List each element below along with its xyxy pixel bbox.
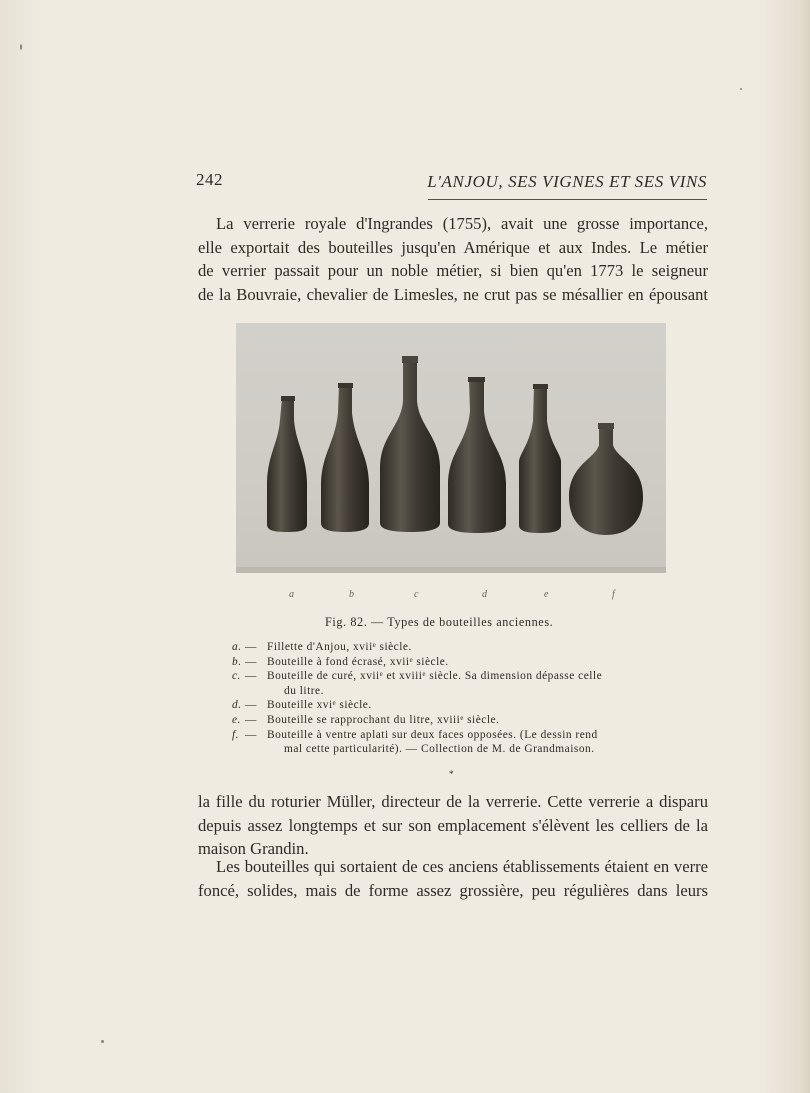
bottle-f bbox=[569, 423, 643, 535]
header-rule bbox=[428, 199, 707, 200]
legend-continuation: du litre. bbox=[284, 684, 324, 697]
bottle-e bbox=[519, 384, 561, 533]
text-line: de la Bouvraie, chevalier de Limesles, ne crut pas se mésallier en épousant bbox=[198, 284, 708, 304]
legend-key: b. bbox=[232, 655, 242, 668]
text-line: elle exportait des bouteilles jusqu'en Amérique et aux Indes. Le métier bbox=[198, 237, 708, 257]
legend-item: e. — Bouteille se rapprochant du litre, xviiiᵉ siècle. bbox=[232, 713, 672, 728]
bottle-a bbox=[267, 396, 307, 532]
legend-key: e. bbox=[232, 713, 241, 726]
bottle-b bbox=[321, 383, 369, 532]
legend-continuation: mal cette particularité). — Collection de M. de Grandmaison. bbox=[284, 743, 595, 756]
page-number: 242 bbox=[196, 170, 223, 189]
text-line: depuis assez longtemps et sur son emplacement s'élèvent les celliers de la bbox=[198, 815, 708, 835]
legend-text: Fillette d'Anjou, xviiᵉ siècle. bbox=[267, 641, 412, 653]
paragraph-top bbox=[198, 212, 708, 306]
text-line: la fille du roturier Müller, directeur de la verrerie. Cette verrerie a disparu bbox=[198, 792, 708, 811]
bottle-d bbox=[448, 377, 506, 533]
legend-text: Bouteille à fond écrasé, xviiᵉ siècle. bbox=[267, 655, 449, 668]
text-line: de verrier passait pour un noble métier, si bien qu'en 1773 le seigneur bbox=[198, 261, 708, 280]
running-title: L'ANJOU, SES VIGNES ET SES VINS bbox=[427, 172, 707, 191]
bottles-photograph bbox=[236, 323, 666, 573]
legend-key: c. bbox=[232, 670, 241, 683]
paper-speck bbox=[101, 1040, 104, 1043]
legend-item: f. — Bouteille à ventre aplati sur deux faces opposées. (Le dessin rend bbox=[232, 728, 672, 743]
legend-item: c. — Bouteille de curé, xviiᵉ et xviiiᵉ siècle. Sa dimension dépasse celle bbox=[232, 669, 672, 684]
section-separator: * bbox=[449, 769, 454, 779]
legend-item: a. — Fillette d'Anjou, xviiᵉ siècle. bbox=[232, 640, 672, 655]
text-line: foncé, solides, mais de forme assez grossière, peu régulières dans leurs bbox=[198, 880, 708, 900]
legend-item: d. — Bouteille xviᵉ siècle. bbox=[232, 698, 672, 713]
legend-key: f. bbox=[232, 728, 240, 741]
figure-letter-a: a bbox=[289, 589, 294, 600]
figure-letter-f: f bbox=[612, 589, 615, 600]
figure-letter-c: c bbox=[414, 589, 419, 600]
legend-text: Bouteille à ventre aplati sur deux faces opposées. (Le dessin rend bbox=[267, 728, 598, 741]
text-line: Les bouteilles qui sortaient de ces anciens établissements étaient en verre bbox=[216, 857, 708, 876]
paragraph-last bbox=[198, 855, 708, 902]
bottles-illustration bbox=[236, 323, 666, 573]
legend-text: Bouteille se rapprochant du litre, xviiiᵉ siècle. bbox=[267, 713, 500, 726]
bottle-c bbox=[380, 356, 440, 532]
figure-letter-b: b bbox=[349, 589, 354, 600]
text-line: La verrerie royale d'Ingrandes (1755), avait une grosse importance, bbox=[216, 214, 708, 233]
figure-letter-e: e bbox=[544, 589, 549, 600]
figure-caption: Fig. 82. — Types de bouteilles anciennes. bbox=[325, 615, 554, 629]
figure-legend bbox=[232, 640, 672, 757]
legend-key: d. bbox=[232, 699, 242, 712]
paper-speck bbox=[740, 88, 742, 90]
text-line: maison Grandin. bbox=[198, 839, 309, 858]
legend-item: b. — Bouteille à fond écrasé, xviiᵉ siècle. bbox=[232, 655, 672, 670]
paragraph-bottom bbox=[198, 790, 708, 861]
figure-letter-d: d bbox=[482, 589, 487, 600]
paper-speck bbox=[20, 44, 22, 50]
legend-text: Bouteille xviᵉ siècle. bbox=[267, 699, 372, 712]
legend-text: Bouteille de curé, xviiᵉ et xviiiᵉ siècle. Sa dimension dépasse celle bbox=[267, 670, 603, 683]
legend-key: a. bbox=[232, 641, 242, 653]
